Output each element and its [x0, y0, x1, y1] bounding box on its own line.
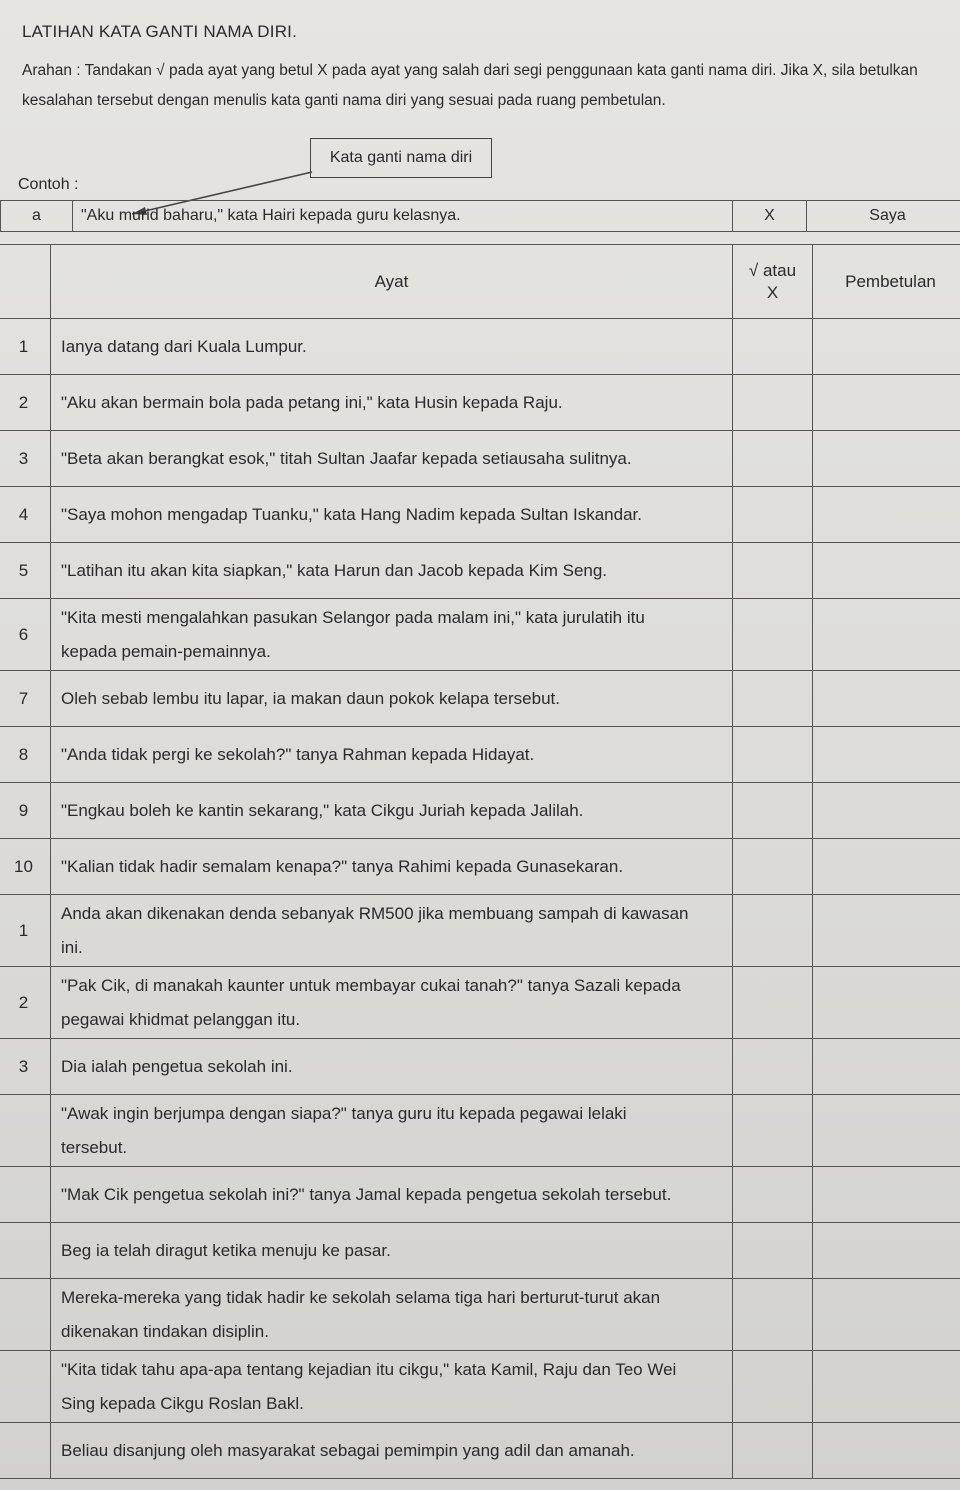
header-mark-line2: X — [766, 282, 779, 302]
row-number — [0, 1095, 51, 1167]
row-sentence — [51, 895, 733, 967]
worksheet-title: LATIHAN KATA GANTI NAMA DIRI. — [22, 22, 298, 41]
mark-cell[interactable] — [733, 599, 813, 671]
row-sentence — [51, 1423, 733, 1479]
row-number — [0, 1167, 51, 1223]
row-number: 9 — [0, 783, 51, 839]
example-label: Contoh : — [18, 176, 79, 193]
sentence-line: Beliau disanjung oleh masyarakat sebagai pemimpin yang adil dan amanah. — [61, 1440, 635, 1460]
sentence-line: pegawai khidmat pelanggan itu. — [61, 1009, 301, 1029]
example-row — [1, 201, 960, 232]
row-sentence — [51, 1039, 733, 1095]
sentence-line: "Aku akan bermain bola pada petang ini," kata Husin kepada Raju. — [61, 392, 563, 412]
header-mark-line1: √ atau — [748, 260, 797, 280]
row-sentence — [51, 1167, 733, 1223]
row-sentence — [51, 727, 733, 783]
correction-cell[interactable] — [813, 1167, 960, 1223]
header-ayat: Ayat — [51, 245, 733, 319]
row-number: 10 — [0, 839, 51, 895]
table-row — [0, 1423, 960, 1479]
sentence-line: dikenakan tindakan disiplin. — [61, 1321, 269, 1341]
sentence-line: "Kalian tidak hadir semalam kenapa?" tanya Rahimi kepada Gunasekaran. — [61, 856, 624, 876]
table-row — [0, 783, 960, 839]
correction-cell[interactable] — [813, 319, 960, 375]
correction-cell[interactable] — [813, 1351, 960, 1423]
example-sentence: "Aku murid baharu," kata Hairi kepada guru kelasnya. — [73, 201, 733, 232]
sentence-line: "Latihan itu akan kita siapkan," kata Harun dan Jacob kepada Kim Seng. — [61, 560, 608, 580]
correction-cell[interactable] — [813, 895, 960, 967]
sentence-line: "Kita mesti mengalahkan pasukan Selangor pada malam ini," kata jurulatih itu — [61, 607, 645, 627]
correction-cell[interactable] — [813, 967, 960, 1039]
sentence-line: Oleh sebab lembu itu lapar, ia makan daun pokok kelapa tersebut. — [61, 688, 560, 708]
table-row — [0, 671, 960, 727]
row-sentence — [51, 487, 733, 543]
sentence-line: Anda akan dikenakan denda sebanyak RM500 jika membuang sampah di kawasan — [61, 903, 689, 923]
correction-cell[interactable] — [813, 783, 960, 839]
sentence-line: tersebut. — [61, 1137, 128, 1157]
mark-cell[interactable] — [733, 1279, 813, 1351]
mark-cell[interactable] — [733, 1223, 813, 1279]
correction-cell[interactable] — [813, 599, 960, 671]
callout-box: Kata ganti nama diri — [310, 138, 492, 178]
sentence-line: "Mak Cik pengetua sekolah ini?" tanya Jamal kepada pengetua sekolah tersebut. — [61, 1184, 672, 1204]
correction-cell[interactable] — [813, 1279, 960, 1351]
table-row — [0, 1223, 960, 1279]
example-correction: Saya — [807, 201, 960, 232]
row-number — [0, 1423, 51, 1479]
row-number: 1 — [0, 319, 51, 375]
row-sentence — [51, 375, 733, 431]
row-sentence — [51, 671, 733, 727]
row-number: 6 — [0, 599, 51, 671]
table-header-row — [0, 245, 960, 319]
table-row — [0, 431, 960, 487]
row-number: 2 — [0, 375, 51, 431]
sentence-line: Mereka-mereka yang tidak hadir ke sekolah selama tiga hari berturut-turut akan — [61, 1287, 661, 1307]
mark-cell[interactable] — [733, 671, 813, 727]
table-row — [0, 1167, 960, 1223]
row-sentence — [51, 1223, 733, 1279]
mark-cell[interactable] — [733, 967, 813, 1039]
table-row — [0, 1039, 960, 1095]
example-mark: X — [733, 201, 807, 232]
sentence-line: "Awak ingin berjumpa dengan siapa?" tanya guru itu kepada pegawai lelaki — [61, 1103, 627, 1123]
sentence-line: "Saya mohon mengadap Tuanku," kata Hang Nadim kepada Sultan Iskandar. — [61, 504, 642, 524]
table-row — [0, 375, 960, 431]
mark-cell[interactable] — [733, 1351, 813, 1423]
row-number: 8 — [0, 727, 51, 783]
sentence-line: ini. — [61, 937, 83, 957]
row-number: 1 — [0, 895, 51, 967]
row-sentence — [51, 839, 733, 895]
mark-cell[interactable] — [733, 1167, 813, 1223]
mark-cell[interactable] — [733, 783, 813, 839]
sentence-line: Ianya datang dari Kuala Lumpur. — [61, 336, 307, 356]
mark-cell[interactable] — [733, 727, 813, 783]
sentence-line: "Anda tidak pergi ke sekolah?" tanya Rahman kepada Hidayat. — [61, 744, 535, 764]
correction-cell[interactable] — [813, 1423, 960, 1479]
row-sentence — [51, 1095, 733, 1167]
header-mark — [733, 245, 813, 319]
row-number: 4 — [0, 487, 51, 543]
header-pembetulan: Pembetulan — [813, 245, 960, 319]
correction-cell[interactable] — [813, 375, 960, 431]
row-sentence — [51, 319, 733, 375]
correction-cell[interactable] — [813, 727, 960, 783]
correction-cell[interactable] — [813, 431, 960, 487]
correction-cell[interactable] — [813, 671, 960, 727]
row-sentence — [51, 783, 733, 839]
table-row — [0, 543, 960, 599]
row-number: 3 — [0, 431, 51, 487]
table-row — [0, 839, 960, 895]
table-row — [0, 487, 960, 543]
correction-cell[interactable] — [813, 543, 960, 599]
table-row — [0, 599, 960, 671]
example-table — [0, 200, 960, 232]
table-row — [0, 967, 960, 1039]
mark-cell[interactable] — [733, 1095, 813, 1167]
sentence-line: "Beta akan berangkat esok," titah Sultan Jaafar kepada setiausaha sulitnya. — [61, 448, 632, 468]
table-row — [0, 895, 960, 967]
table-row — [0, 1095, 960, 1167]
mark-cell[interactable] — [733, 895, 813, 967]
correction-cell[interactable] — [813, 487, 960, 543]
sentence-line: Beg ia telah diragut ketika menuju ke pasar. — [61, 1240, 391, 1260]
mark-cell[interactable] — [733, 543, 813, 599]
correction-cell[interactable] — [813, 1223, 960, 1279]
table-row — [0, 1279, 960, 1351]
table-row — [0, 1351, 960, 1423]
instruction-text: Arahan : Tandakan √ pada ayat yang betul X pada ayat yang salah dari segi penggunaan kata ganti nama diri. Jika X, sila betulkan kesalahan tersebut dengan menulis kata ganti nama diri yang sesuai pada ruang pembetulan. — [22, 62, 918, 109]
mark-cell[interactable] — [733, 1423, 813, 1479]
sentence-line: "Engkau boleh ke kantin sekarang," kata Cikgu Juriah kepada Jalilah. — [61, 800, 584, 820]
table-row — [0, 319, 960, 375]
mark-cell[interactable] — [733, 1039, 813, 1095]
row-number: 5 — [0, 543, 51, 599]
row-sentence — [51, 599, 733, 671]
row-sentence — [51, 1279, 733, 1351]
correction-cell[interactable] — [813, 1095, 960, 1167]
mark-cell[interactable] — [733, 375, 813, 431]
correction-cell[interactable] — [813, 839, 960, 895]
row-number — [0, 1279, 51, 1351]
sentence-line: "Pak Cik, di manakah kaunter untuk membayar cukai tanah?" tanya Sazali kepada — [61, 975, 681, 995]
sentence-line: Dia ialah pengetua sekolah ini. — [61, 1056, 293, 1076]
row-number: 7 — [0, 671, 51, 727]
row-number — [0, 1223, 51, 1279]
row-sentence — [51, 1351, 733, 1423]
sentence-line: Sing kepada Cikgu Roslan Bakl. — [61, 1393, 304, 1413]
sentence-line: kepada pemain-pemainnya. — [61, 641, 271, 661]
table-row — [0, 727, 960, 783]
row-number: 2 — [0, 967, 51, 1039]
mark-cell[interactable] — [733, 431, 813, 487]
row-number — [0, 1351, 51, 1423]
mark-cell[interactable] — [733, 487, 813, 543]
row-sentence — [51, 431, 733, 487]
example-number: a — [1, 201, 73, 232]
row-sentence — [51, 967, 733, 1039]
mark-cell[interactable] — [733, 839, 813, 895]
exercise-table — [0, 244, 960, 1479]
correction-cell[interactable] — [813, 1039, 960, 1095]
header-number — [0, 245, 51, 319]
mark-cell[interactable] — [733, 319, 813, 375]
row-number: 3 — [0, 1039, 51, 1095]
row-sentence — [51, 543, 733, 599]
sentence-line: "Kita tidak tahu apa-apa tentang kejadian itu cikgu," kata Kamil, Raju dan Teo Wei — [61, 1359, 677, 1379]
